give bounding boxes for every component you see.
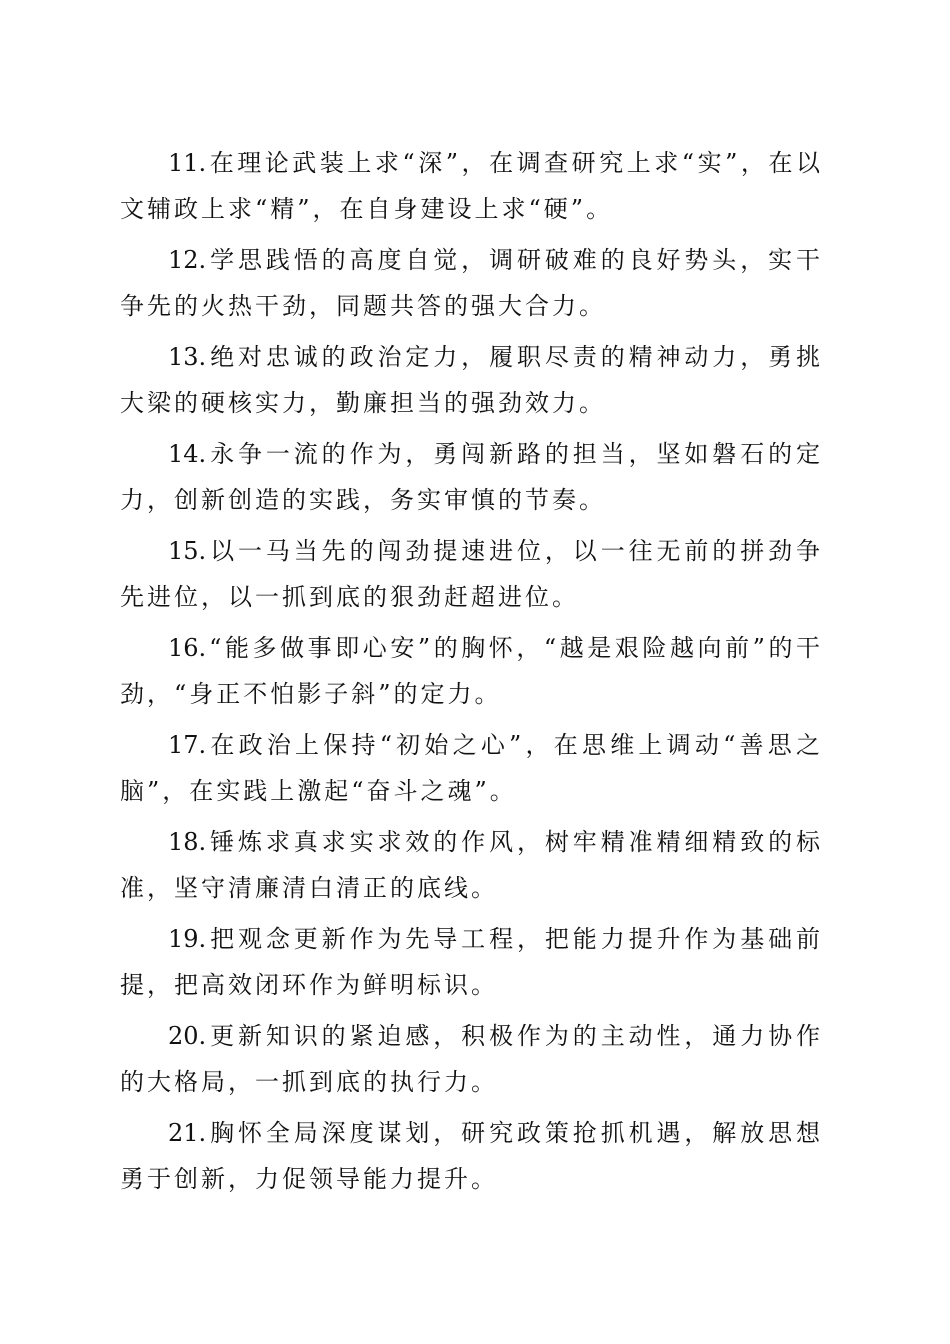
item-number: 21. bbox=[168, 1119, 207, 1147]
list-item bbox=[120, 334, 823, 426]
list-item bbox=[120, 819, 823, 911]
item-text: 绝对忠诚的政治定力，履职尽责的精神动力，勇挑大梁的硬核实力，勤廉担当的强劲效力。 bbox=[120, 343, 823, 417]
item-text: 锤炼求真求实求效的作风，树牢精准精细精致的标准，坚守清廉清白清正的底线。 bbox=[120, 828, 823, 902]
item-text: 以一马当先的闯劲提速进位，以一往无前的拼劲争先进位，以一抓到底的狠劲赶超进位。 bbox=[120, 537, 823, 611]
list-item bbox=[120, 722, 823, 814]
list-item bbox=[120, 625, 823, 717]
item-number: 11. bbox=[168, 149, 207, 177]
document-body bbox=[120, 140, 823, 1207]
list-item bbox=[120, 431, 823, 523]
item-text: 学思践悟的高度自觉，调研破难的良好势头，实干争先的火热干劲，同题共答的强大合力。 bbox=[120, 246, 823, 320]
item-number: 13. bbox=[168, 343, 207, 371]
item-number: 20. bbox=[168, 1022, 207, 1050]
list-item bbox=[120, 916, 823, 1008]
item-text: 胸怀全局深度谋划，研究政策抢抓机遇，解放思想勇于创新，力促领导能力提升。 bbox=[120, 1119, 823, 1193]
item-number: 17. bbox=[168, 731, 207, 759]
item-text: “能多做事即心安”的胸怀，“越是艰险越向前”的干劲，“身正不怕影子斜”的定力。 bbox=[120, 634, 823, 708]
list-item bbox=[120, 1013, 823, 1105]
item-text: 把观念更新作为先导工程，把能力提升作为基础前提，把高效闭环作为鲜明标识。 bbox=[120, 925, 823, 999]
list-item bbox=[120, 1110, 823, 1202]
item-number: 14. bbox=[168, 440, 207, 468]
item-text: 永争一流的作为，勇闯新路的担当，坚如磐石的定力，创新创造的实践，务实审慎的节奏。 bbox=[120, 440, 823, 514]
item-number: 19. bbox=[168, 925, 207, 953]
list-item bbox=[120, 528, 823, 620]
list-item bbox=[120, 237, 823, 329]
item-text: 在理论武装上求“深”，在调查研究上求“实”，在以文辅政上求“精”，在自身建设上求“硬”。 bbox=[120, 149, 823, 223]
list-item bbox=[120, 140, 823, 232]
item-number: 15. bbox=[168, 537, 207, 565]
item-text: 在政治上保持“初始之心”，在思维上调动“善思之脑”，在实践上激起“奋斗之魂”。 bbox=[120, 731, 823, 805]
item-number: 18. bbox=[168, 828, 207, 856]
item-number: 12. bbox=[168, 246, 207, 274]
item-number: 16. bbox=[168, 634, 207, 662]
item-text: 更新知识的紧迫感，积极作为的主动性，通力协作的大格局，一抓到底的执行力。 bbox=[120, 1022, 823, 1096]
